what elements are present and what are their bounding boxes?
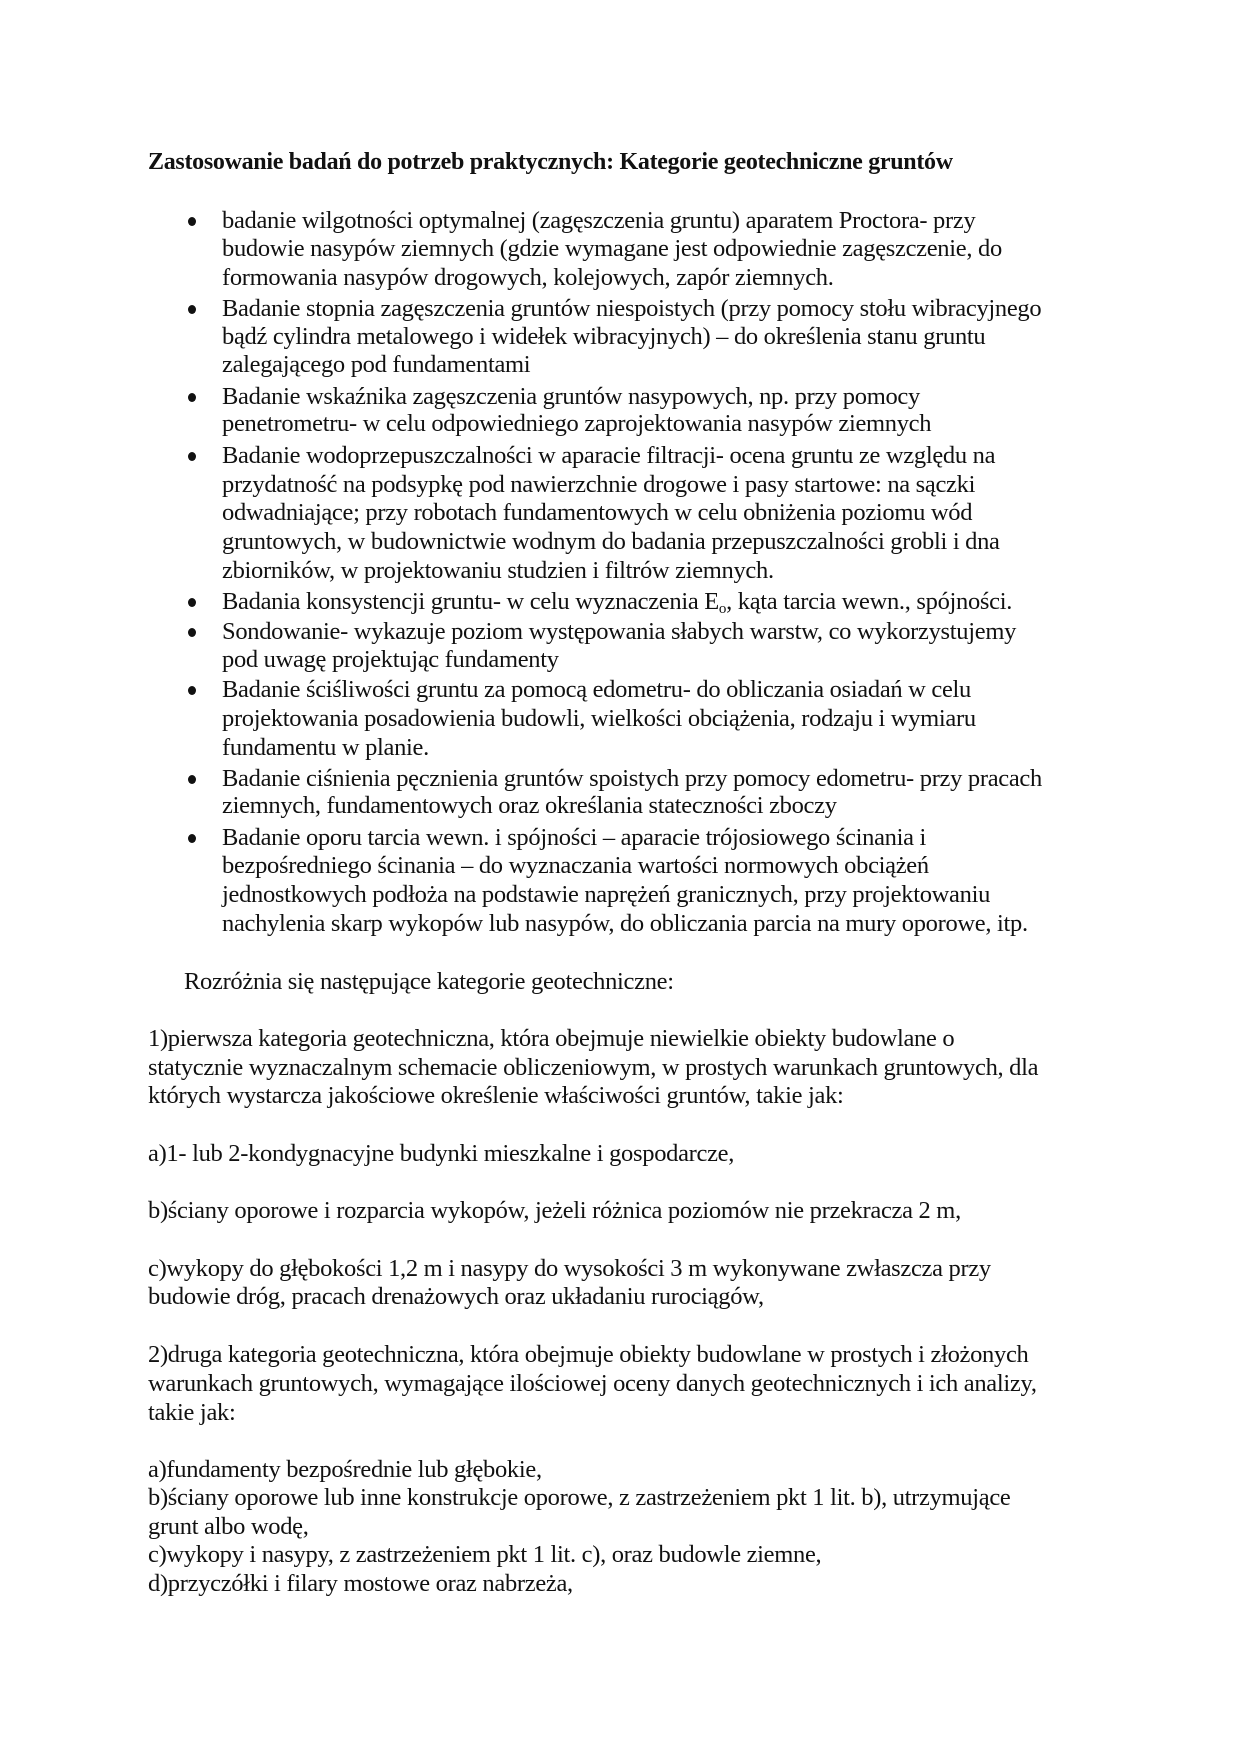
bullet-line: projektowania posadowienia budowli, wielkości obciążenia, rodzaju i wymiaru	[222, 705, 976, 733]
paragraph-line: których wystarcza jakościowe określenie właściwości gruntów, takie jak:	[148, 1081, 844, 1109]
intro-text: Rozróżnia się następujące kategorie geotechniczne:	[184, 968, 674, 995]
text-post: , kąta tarcia wewn., spójności.	[726, 588, 1013, 616]
paragraph-line: b)ściany oporowe i rozparcia wykopów, jeżeli różnica poziomów nie przekracza 2 m,	[148, 1196, 961, 1224]
paragraph-line: c)wykopy do głębokości 1,2 m i nasypy do wysokości 3 m wykonywane zwłaszcza przy	[148, 1254, 991, 1282]
text-pre: Badania konsystencji gruntu- w celu wyznaczenia E	[222, 588, 719, 616]
bullet-line: badanie wilgotności optymalnej (zagęszczenia gruntu) aparatem Proctora- przy	[222, 207, 976, 235]
bullet-icon	[188, 305, 196, 314]
bullet-icon	[188, 686, 196, 695]
bullet-icon	[188, 775, 196, 784]
bullet-line: penetrometru- w celu odpowiedniego zaprojektowania nasypów ziemnych	[222, 410, 932, 438]
paragraph-line: b)ściany oporowe lub inne konstrukcje oporowe, z zastrzeżeniem pkt 1 lit. b), utrzymujące	[148, 1483, 1011, 1511]
document-title: Zastosowanie badań do potrzeb praktycznych: Kategorie geotechniczne gruntów	[148, 149, 953, 175]
paragraph-line: 2)druga kategoria geotechniczna, która obejmuje obiekty budowlane w prostych i złożonych	[148, 1340, 1029, 1368]
bullet-line: przydatność na podsypkę pod nawierzchnie drogowe i pasy startowe: na sączki	[222, 470, 976, 498]
bullet-line: budowie nasypów ziemnych (gdzie wymagane jest odpowiednie zagęszczenie, do	[222, 235, 1002, 263]
paragraph-line: takie jak:	[148, 1399, 236, 1426]
bullet-line: pod uwagę projektując fundamenty	[222, 646, 559, 674]
bullet-line: nachylenia skarp wykopów lub nasypów, do obliczania parcia na mury oporowe, itp.	[222, 909, 1028, 937]
bullet-line: Sondowanie- wykazuje poziom występowania słabych warstw, co wykorzystujemy	[222, 618, 1017, 646]
bullet-line: jednostkowych podłoża na podstawie naprężeń granicznych, przy projektowaniu	[222, 880, 991, 908]
bullet-line: bezpośredniego ścinania – do wyznaczania wartości normowych obciążeń	[222, 851, 929, 879]
paragraph-line: warunkach gruntowych, wymagające ilościowej oceny danych geotechnicznych i ich analizy,	[148, 1369, 1037, 1397]
bullet-line: odwadniające; przy robotach fundamentowych w celu obniżenia poziomu wód	[222, 498, 973, 526]
bullet-line: ziemnych, fundamentowych oraz określania stateczności zboczy	[222, 792, 837, 820]
paragraph-line: a)1- lub 2-kondygnacyjne budynki mieszkalne i gospodarcze,	[148, 1139, 735, 1167]
bullet-icon	[188, 393, 196, 402]
bullet-line: Badanie ciśnienia pęcznienia gruntów spoistych przy pomocy edometru- przy pracach	[222, 764, 1042, 792]
bullet-line: bądź cylindra metalowego i widełek wibracyjnych) – do określenia stanu gruntu	[222, 323, 986, 351]
paragraph-line: grunt albo wodę,	[148, 1512, 309, 1540]
bullet-line: Badanie wodoprzepuszczalności w aparacie filtracji- ocena gruntu ze względu na	[222, 441, 996, 469]
text-sub: o	[718, 601, 727, 618]
paragraph-line: 1)pierwsza kategoria geotechniczna, która obejmuje niewielkie obiekty budowlane o	[148, 1024, 955, 1052]
bullet-icon	[188, 452, 196, 461]
bullet-line	[222, 587, 1012, 617]
bullet-line: gruntowych, w budownictwie wodnym do badania przepuszczalności grobli i dna	[222, 527, 1000, 555]
bullet-line: zalegającego pod fundamentami	[222, 351, 531, 379]
bullet-icon	[188, 217, 196, 226]
bullet-line: Badanie wskaźnika zagęszczenia gruntów nasypowych, np. przy pomocy	[222, 382, 920, 410]
bullet-icon	[188, 834, 196, 843]
bullet-icon	[188, 628, 196, 637]
bullet-line: zbiorników, w projektowaniu studzien i filtrów ziemnych.	[222, 556, 774, 584]
bullet-line: Badanie stopnia zagęszczenia gruntów niespoistych (przy pomocy stołu wibracyjnego	[222, 295, 1042, 323]
bullet-line: formowania nasypów drogowych, kolejowych, zapór ziemnych.	[222, 264, 834, 292]
bullet-line: Badanie oporu tarcia wewn. i spójności – aparacie trójosiowego ścinania i	[222, 823, 927, 851]
paragraph-line: budowie dróg, pracach drenażowych oraz układaniu rurociągów,	[148, 1282, 764, 1310]
bullet-icon	[188, 598, 196, 607]
bullet-line: Badanie ściśliwości gruntu za pomocą edometru- do obliczania osiadań w celu	[222, 676, 971, 704]
paragraph-line: statycznie wyznaczalnym schemacie obliczeniowym, w prostych warunkach gruntowych, dla	[148, 1053, 1039, 1081]
paragraph-line: a)fundamenty bezpośrednie lub głębokie,	[148, 1455, 542, 1483]
bullet-line: fundamentu w planie.	[222, 734, 429, 762]
paragraph-line: d)przyczółki i filary mostowe oraz nabrzeża,	[148, 1569, 573, 1597]
paragraph-line: c)wykopy i nasypy, z zastrzeżeniem pkt 1 lit. c), oraz budowle ziemne,	[148, 1540, 822, 1568]
